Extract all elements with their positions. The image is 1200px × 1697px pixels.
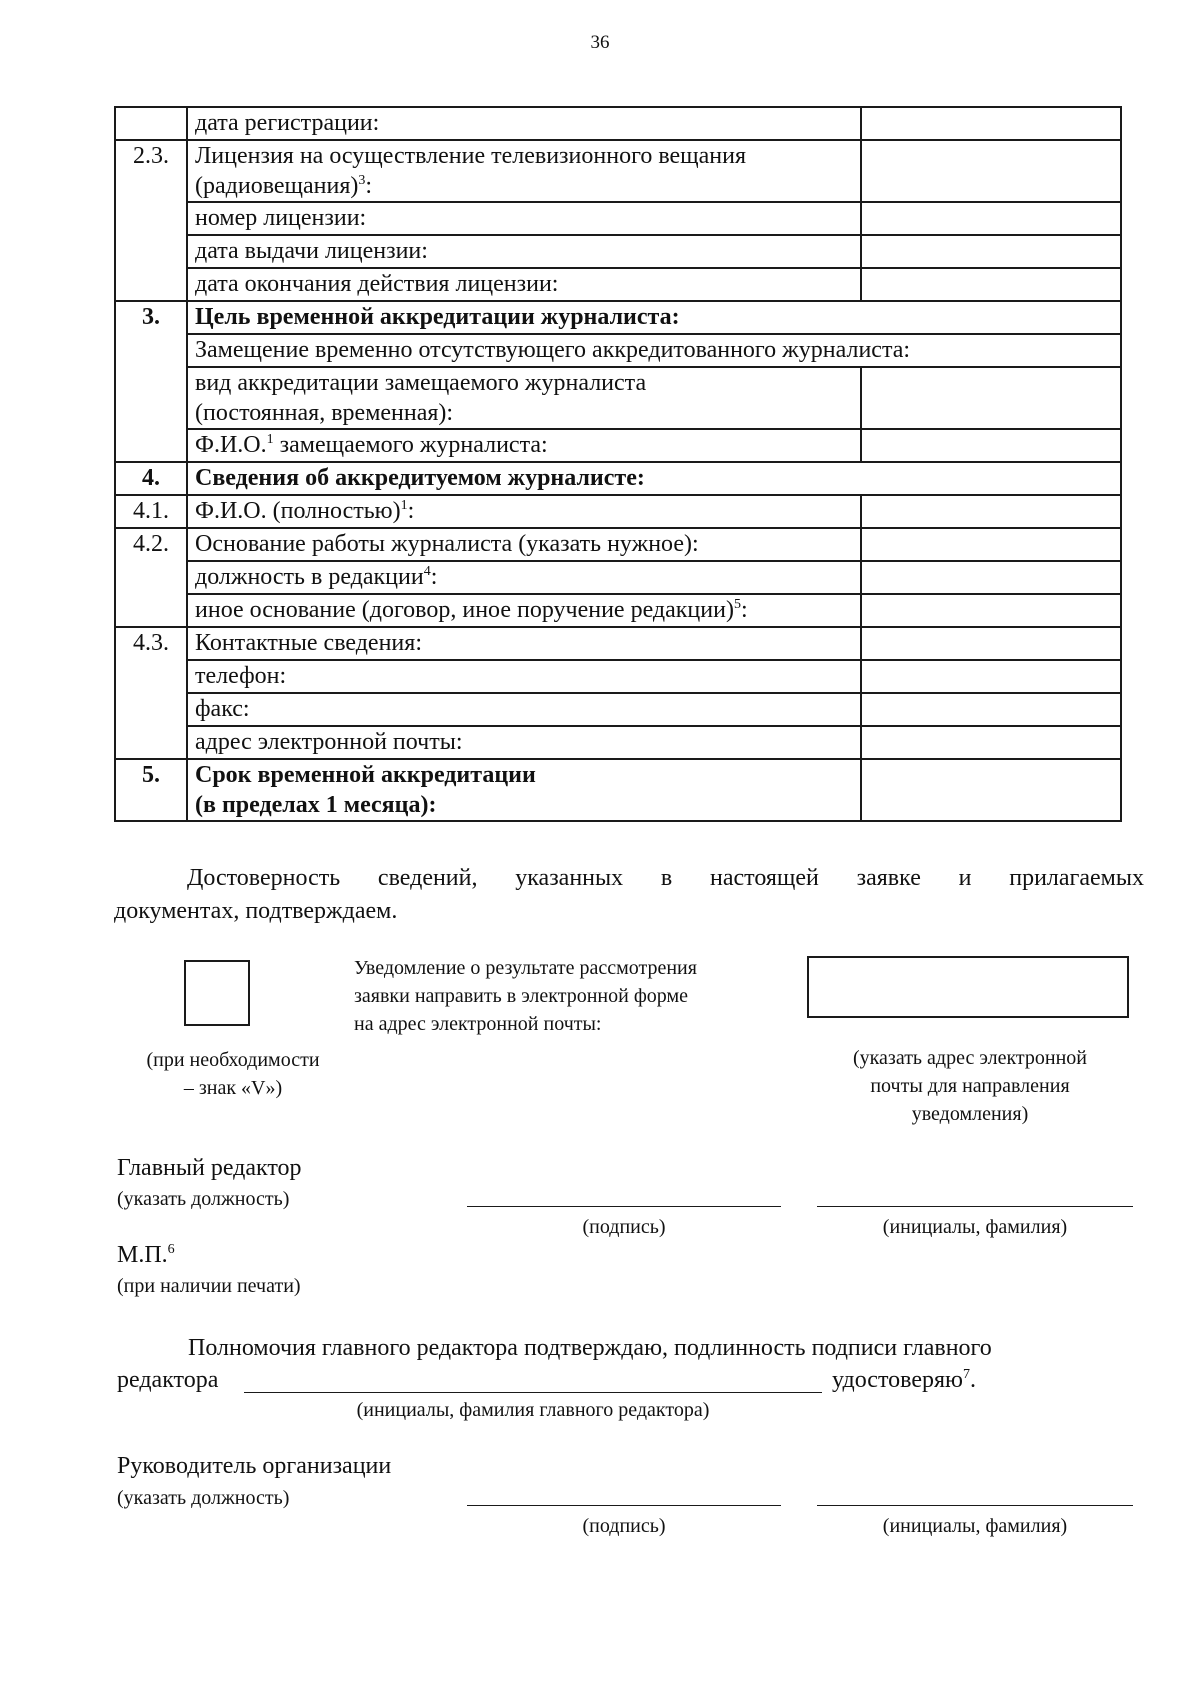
table-row	[115, 301, 1121, 334]
editor-name-line[interactable]	[817, 1206, 1133, 1207]
notification-checkbox[interactable]	[184, 960, 250, 1026]
table-row	[115, 202, 1121, 235]
value-cell[interactable]	[861, 367, 1121, 429]
section-heading: Сведения об аккредитуемом журналисте:	[187, 462, 1121, 495]
value-cell[interactable]	[861, 429, 1121, 462]
table-row	[115, 268, 1121, 301]
section-number: 4.3.	[115, 627, 187, 759]
table-row	[115, 140, 1121, 202]
stamp-hint: (при наличии печати)	[117, 1275, 301, 1297]
value-cell[interactable]	[861, 627, 1121, 660]
head-signature-line[interactable]	[467, 1505, 781, 1506]
section-number: 4.	[115, 462, 187, 495]
value-cell[interactable]	[861, 202, 1121, 235]
section-heading: Цель временной аккредитации журналиста:	[187, 301, 1121, 334]
row-label: номер лицензии:	[187, 202, 861, 235]
table-row	[115, 107, 1121, 140]
editor-name-caption: (инициалы, фамилия главного редактора)	[356, 1399, 710, 1421]
value-cell[interactable]	[861, 759, 1121, 821]
confirmation-word: редактора	[117, 1367, 219, 1393]
row-label: Основание работы журналиста (указать нужное):	[187, 528, 861, 561]
row-label: факс:	[187, 693, 861, 726]
value-cell[interactable]	[861, 528, 1121, 561]
table-row	[115, 235, 1121, 268]
row-label: адрес электронной почты:	[187, 726, 861, 759]
table-row	[115, 561, 1121, 594]
number-cell	[115, 107, 187, 140]
row-label: дата окончания действия лицензии:	[187, 268, 861, 301]
row-label: иное основание (договор, иное поручение редакции)$^5$:	[187, 594, 861, 627]
value-cell[interactable]	[861, 495, 1121, 528]
table-row	[115, 594, 1121, 627]
notification-email-field[interactable]	[807, 956, 1129, 1018]
checkbox-hint: (при необходимости – знак «V»)	[146, 1049, 320, 1099]
application-form-table	[114, 106, 1122, 822]
section-number: 4.1.	[115, 495, 187, 528]
signature-caption: (подпись)	[582, 1216, 666, 1238]
value-cell[interactable]	[861, 660, 1121, 693]
notification-text: Уведомление о результате рассмотрения заявки направить в электронной форме на адрес электронной почты:	[354, 957, 697, 1035]
row-label: Лицензия на осуществление телевизионного вещания (радиовещания)$^3$:	[187, 140, 861, 202]
declaration-line: Достоверность сведений, указанных в настоящей заявке и прилагаемых	[187, 865, 1144, 891]
head-position-hint: (указать должность)	[117, 1487, 290, 1509]
table-row	[115, 429, 1121, 462]
table-row	[115, 660, 1121, 693]
value-cell[interactable]	[861, 107, 1121, 140]
table-row	[115, 726, 1121, 759]
certify-text: удостоверяю$^7$.	[832, 1367, 976, 1393]
section-number: 4.2.	[115, 528, 187, 627]
row-label: вид аккредитации замещаемого журналиста (постоянная, временная):	[187, 367, 861, 429]
editor-title: Главный редактор	[117, 1155, 302, 1181]
table-row	[115, 334, 1121, 367]
name-caption: (инициалы, фамилия)	[882, 1216, 1068, 1238]
table-row	[115, 627, 1121, 660]
value-cell[interactable]	[861, 235, 1121, 268]
head-name-line[interactable]	[817, 1505, 1133, 1506]
value-cell[interactable]	[861, 726, 1121, 759]
value-cell[interactable]	[861, 594, 1121, 627]
row-label: телефон:	[187, 660, 861, 693]
section-heading: Срок временной аккредитации (в пределах 1 месяца):	[187, 759, 861, 821]
table-row	[115, 367, 1121, 429]
section-number: 5.	[115, 759, 187, 821]
email-hint: (указать адрес электронной почты для направления уведомления)	[852, 1047, 1087, 1125]
table-row	[115, 693, 1121, 726]
section-number: 3.	[115, 301, 187, 462]
editor-position-hint: (указать должность)	[117, 1188, 290, 1210]
head-title: Руководитель организации	[117, 1453, 392, 1479]
row-label: Ф.И.О.$^1$ замещаемого журналиста:	[187, 429, 861, 462]
table-row	[115, 759, 1121, 821]
editor-signature-line[interactable]	[467, 1206, 781, 1207]
row-label: должность в редакции$^4$:	[187, 561, 861, 594]
name-caption: (инициалы, фамилия)	[882, 1515, 1068, 1537]
row-label: дата выдачи лицензии:	[187, 235, 861, 268]
editor-name-fill-line[interactable]	[244, 1392, 822, 1393]
page-number: 36	[590, 32, 610, 53]
section-number: 2.3.	[115, 140, 187, 301]
value-cell[interactable]	[861, 268, 1121, 301]
value-cell[interactable]	[861, 561, 1121, 594]
row-label: Ф.И.О. (полностью)$^1$:	[187, 495, 861, 528]
value-cell[interactable]	[861, 693, 1121, 726]
signature-caption: (подпись)	[582, 1515, 666, 1537]
confirmation-line: Полномочия главного редактора подтверждаю, подлинность подписи главного	[188, 1335, 992, 1361]
declaration	[114, 862, 1144, 928]
row-label: дата регистрации:	[187, 107, 861, 140]
row-label: Контактные сведения:	[187, 627, 861, 660]
row-label: Замещение временно отсутствующего аккредитованного журналиста:	[187, 334, 1121, 367]
table-row	[115, 528, 1121, 561]
declaration-line: документах, подтверждаем.	[114, 898, 398, 924]
stamp-label: М.П.$^6$	[117, 1242, 175, 1268]
table-row	[115, 462, 1121, 495]
value-cell[interactable]	[861, 140, 1121, 202]
table-row	[115, 495, 1121, 528]
